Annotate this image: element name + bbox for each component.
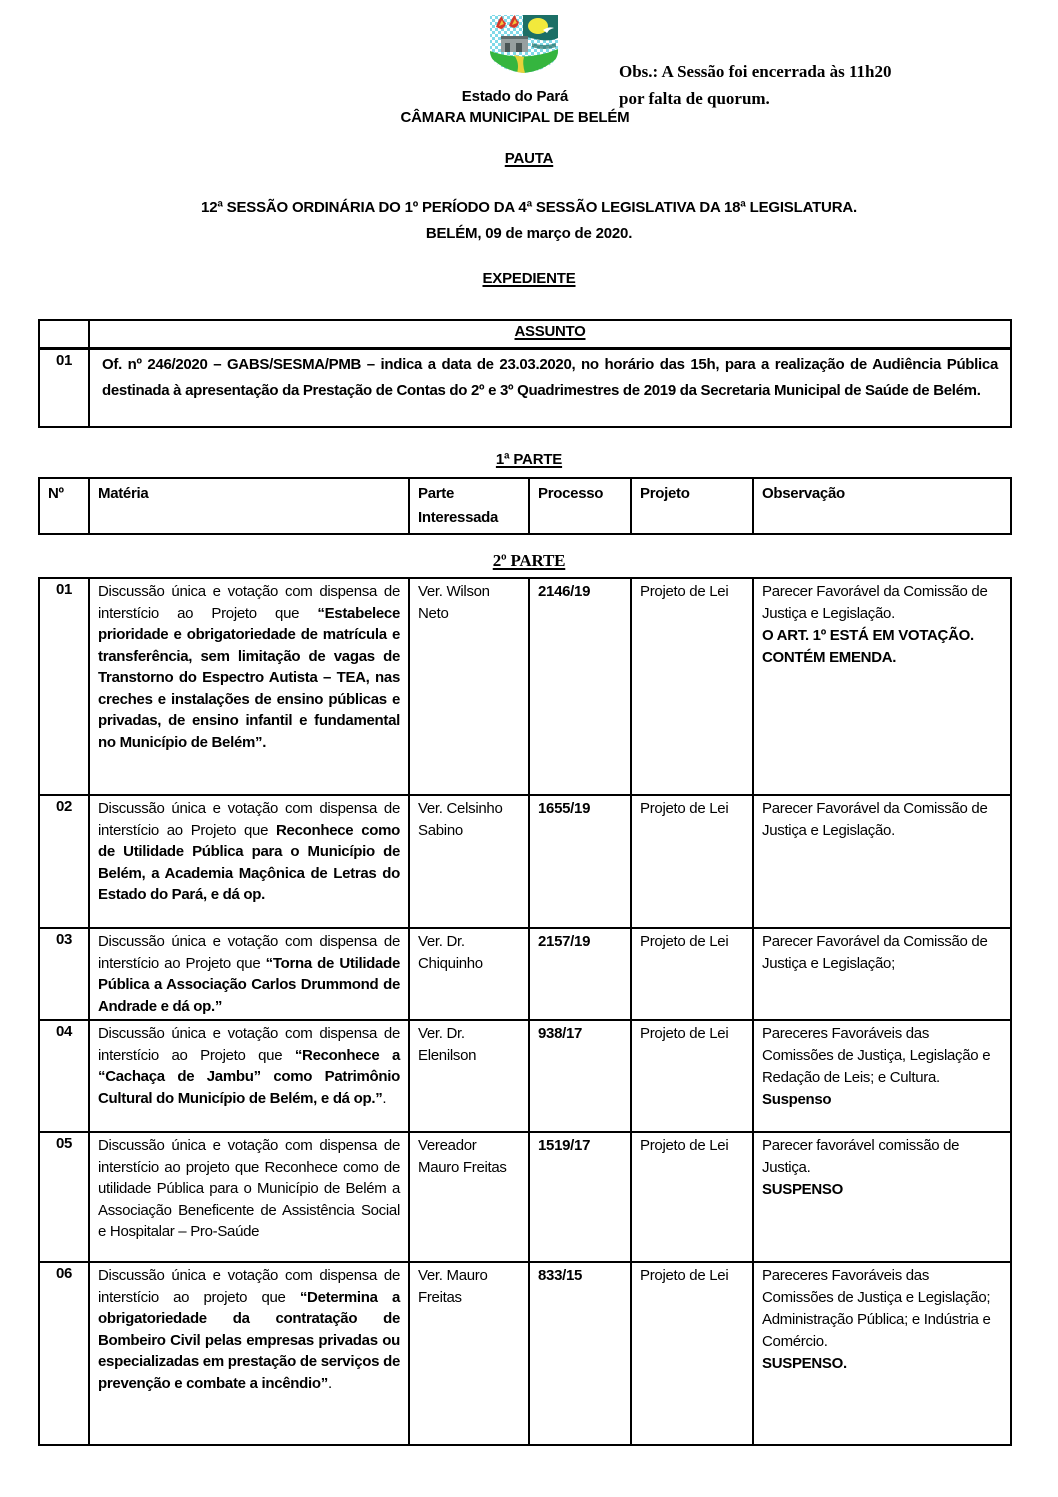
materia-bold-text: “Estabelece prioridade e obrigatoriedade de matrícula e transferência, sem limitação de vagas de Transtorno do Espectro Autista – TEA, nas creches e instalações de ensino públicas e privadas, de ensino infantil e fundamental no Município de Belém”. (98, 604, 400, 751)
observacao-cell (753, 795, 1011, 928)
materia-bold-text: “Reconhece a “Cachaça de Jambu” como Patrimônio Cultural do Município de Belém, e dá op.” (98, 1046, 400, 1107)
parte-interessada-cell: Ver. Wilson Neto (409, 578, 529, 795)
table-row (39, 1132, 1011, 1262)
projeto-cell: Projeto de Lei (631, 1132, 753, 1262)
org-chamber-line: CÂMARA MUNICIPAL DE BELÉM (400, 109, 630, 126)
projeto-cell: Projeto de Lei (631, 578, 753, 795)
processo-cell: 938/17 (529, 1020, 631, 1132)
materia-cell (89, 1020, 409, 1132)
parte2-table (38, 577, 1012, 1446)
observacao-cell (753, 578, 1011, 795)
expediente-row (39, 348, 1011, 427)
materia-bold-text: Reconhece como de Utilidade Pública para o Município de Belém, a Academia Maçônica de Letras do Estado do Pará, e dá op. (98, 821, 401, 903)
parte2-heading: 2º PARTE (492, 551, 566, 570)
table-row (39, 1020, 1011, 1132)
expediente-header-empty-cell (39, 320, 89, 348)
table-row (39, 1262, 1011, 1445)
expediente-heading: EXPEDIENTE (482, 270, 576, 287)
observacao-text: Parecer favorável comissão de Justiça. (762, 1137, 960, 1176)
observacao-text: Parecer Favorável da Comissão de Justiça e Legislação. (762, 800, 988, 839)
session-closed-note (619, 58, 929, 112)
col-header-observacao: Observação (753, 478, 1011, 534)
materia-text: Discussão única e votação com dispensa de interstício ao projeto que Reconhece como de utilidade Pública para o Município de Belém a Associação Beneficente de Assistência Social e Hospitalar – Pro-Saúde (98, 1137, 400, 1240)
materia-cell (89, 578, 409, 795)
projeto-cell: Projeto de Lei (631, 928, 753, 1020)
parte1-header-row (39, 478, 1011, 534)
table-row (39, 928, 1011, 1020)
parte-interessada-cell: Ver. Dr. Chiquinho (409, 928, 529, 1020)
observacao-cell (753, 1020, 1011, 1132)
materia-text: Discussão única e votação com dispensa de interstício ao Projeto que (98, 1025, 400, 1064)
parte-interessada-cell: Ver. Celsinho Sabino (409, 795, 529, 928)
observacao-bold-text: O ART. 1º ESTÁ EM VOTAÇÃO. CONTÉM EMENDA. (762, 627, 974, 666)
row-number: 01 (39, 578, 89, 795)
observacao-bold-text: SUSPENSO (762, 1181, 843, 1198)
row-number: 04 (39, 1020, 89, 1132)
observacao-text: Parecer Favorável da Comissão de Justiça e Legislação; (762, 933, 988, 972)
processo-cell: 1655/19 (529, 795, 631, 928)
expediente-table (38, 319, 1012, 428)
expediente-row-text: Of. nº 246/2020 – GABS/SESMA/PMB – indica a data de 23.03.2020, no horário das 15h, para a realização de Audiência Pública destinada à apresentação da Prestação de Contas do 2º e 3º Quadrimestres de 2019 da Secretaria Municipal de Saúde de Belém. (89, 348, 1011, 427)
projeto-cell: Projeto de Lei (631, 1020, 753, 1132)
note-line-1: Obs.: A Sessão foi encerrada às 11h20 (619, 62, 892, 81)
col-header-projeto: Projeto (631, 478, 753, 534)
materia-suffix: . (382, 1089, 387, 1107)
parte-interessada-cell: Vereador Mauro Freitas (409, 1132, 529, 1262)
observacao-cell (753, 1132, 1011, 1262)
col-header-parte: Parte Interessada (409, 478, 529, 534)
projeto-cell: Projeto de Lei (631, 1262, 753, 1445)
note-line-2: por falta de quorum. (619, 89, 770, 108)
processo-cell: 2146/19 (529, 578, 631, 795)
parte-interessada-cell: Ver. Mauro Freitas (409, 1262, 529, 1445)
col-header-processo: Processo (529, 478, 631, 534)
row-number: 02 (39, 795, 89, 928)
materia-cell (89, 795, 409, 928)
observacao-text: Pareceres Favoráveis das Comissões de Justiça, Legislação e Redação de Leis; e Cultura. (762, 1025, 991, 1086)
table-row (39, 795, 1011, 928)
observacao-text: Pareceres Favoráveis das Comissões de Justiça e Legislação; Administração Pública; e Indústria e Comércio. (762, 1267, 991, 1350)
processo-cell: 2157/19 (529, 928, 631, 1020)
row-number: 03 (39, 928, 89, 1020)
col-header-num: Nº (39, 478, 89, 534)
observacao-bold-text: SUSPENSO. (762, 1355, 847, 1372)
parte1-table (38, 477, 1012, 535)
processo-cell: 833/15 (529, 1262, 631, 1445)
belem-coat-of-arms-icon (486, 13, 562, 75)
row-number: 06 (39, 1262, 89, 1445)
projeto-cell: Projeto de Lei (631, 795, 753, 928)
observacao-bold-text: Suspenso (762, 1091, 832, 1108)
table-row (39, 578, 1011, 795)
session-title-line-1: 12ª SESSÃO ORDINÁRIA DO 1º PERÍODO DA 4ª SESSÃO LEGISLATIVA DA 18ª LEGISLATURA. (201, 199, 857, 216)
doc-title: PAUTA (504, 150, 554, 167)
session-title (0, 195, 1058, 247)
processo-cell: 1519/17 (529, 1132, 631, 1262)
materia-cell (89, 928, 409, 1020)
materia-cell (89, 1262, 409, 1445)
materia-bold-text: “Determina a obrigatoriedade da contratação de Bombeiro Civil pelas empresas privadas ou especializadas em prestação de serviços de prevenção e combate a incêndio” (98, 1288, 400, 1392)
materia-cell (89, 1132, 409, 1262)
materia-text: Discussão única e votação com dispensa de interstício ao projeto que (98, 1267, 400, 1306)
materia-text: Discussão única e votação com dispensa de interstício ao Projeto que (98, 933, 400, 972)
materia-bold-text: “Torna de Utilidade Pública a Associação Carlos Drummond de Andrade e dá op.” (98, 954, 400, 1015)
expediente-header-row (39, 320, 1011, 348)
org-state-line: Estado do Pará (461, 88, 569, 105)
row-number: 05 (39, 1132, 89, 1262)
observacao-text: Parecer Favorável da Comissão de Justiça e Legislação. (762, 583, 988, 622)
parte1-heading: 1ª PARTE (495, 451, 563, 468)
materia-suffix: . (327, 1374, 332, 1392)
expediente-header-assunto-cell: ASSUNTO (89, 320, 1011, 348)
materia-text: Discussão única e votação com dispensa de interstício ao Projeto que (98, 583, 400, 622)
col-header-materia: Matéria (89, 478, 409, 534)
observacao-cell (753, 1262, 1011, 1445)
parte-interessada-cell: Ver. Dr. Elenilson (409, 1020, 529, 1132)
materia-text: Discussão única e votação com dispensa de interstício ao Projeto que (98, 800, 400, 839)
session-title-line-2: BELÉM, 09 de março de 2020. (425, 225, 633, 242)
expediente-row-number: 01 (39, 348, 89, 427)
observacao-cell (753, 928, 1011, 1020)
